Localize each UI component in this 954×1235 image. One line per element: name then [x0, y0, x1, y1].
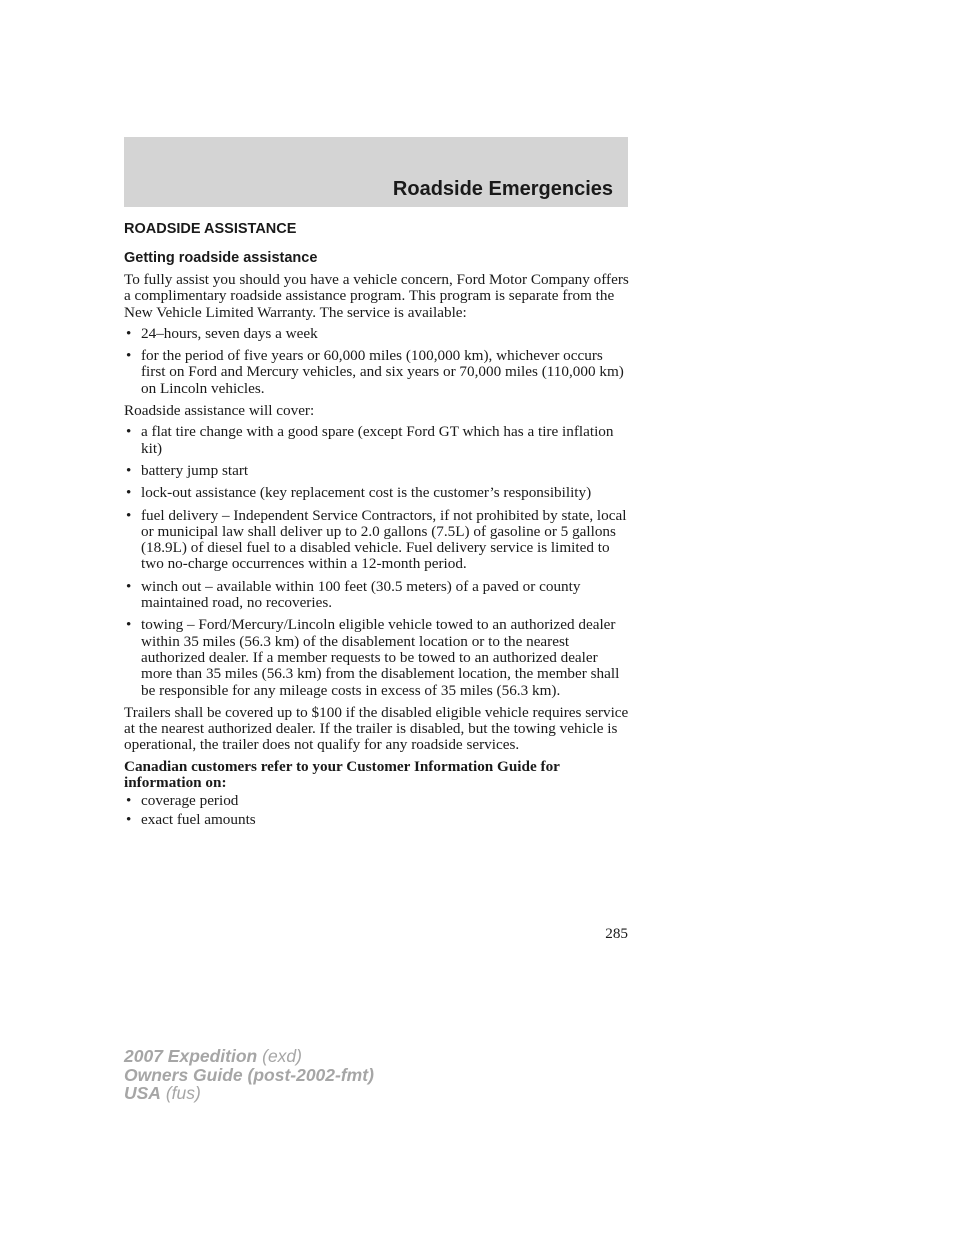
footer-model-code: (exd)	[257, 1046, 302, 1066]
section-heading: ROADSIDE ASSISTANCE	[124, 221, 297, 237]
coverage-list	[124, 424, 629, 698]
footer-guide: Owners Guide (post-2002-fmt)	[124, 1064, 374, 1085]
canadian-list	[124, 793, 629, 828]
subsection-heading: Getting roadside assistance	[124, 250, 318, 266]
footer-line-2	[124, 1066, 374, 1085]
footer-line-3	[124, 1084, 374, 1103]
footer-market-code: (fus)	[160, 1083, 201, 1103]
list-item: • lock-out assistance (key replacement cost is the customer’s responsibility)	[124, 485, 629, 501]
footer-model: 2007 Expedition	[124, 1046, 258, 1066]
list-item: • 24–hours, seven days a week	[124, 326, 629, 342]
intro-paragraph: To fully assist you should you have a vehicle concern, Ford Motor Company offers a complimentary roadside assistance program. This program is separate from the New Vehicle Limited Warranty. The service is available:	[124, 271, 629, 321]
cover-intro: Roadside assistance will cover:	[124, 402, 315, 420]
page-number: 285	[605, 925, 628, 942]
list-item: • for the period of five years or 60,000 miles (100,000 km), whichever occurs first on Ford and Mercury vehicles, and six years or 70,000 miles (110,000 km) on Lincoln vehicles.	[124, 348, 629, 397]
trailers-paragraph: Trailers shall be covered up to $100 if the disabled eligible vehicle requires service at the nearest authorized dealer. If the trailer is disabled, but the towing vehicle is operational, the trailer does not qualify for any roadside services.	[124, 703, 629, 754]
canadian-note: Canadian customers refer to your Customer Information Guide for information on:	[124, 757, 560, 792]
section-title: Roadside Emergencies	[392, 178, 613, 200]
footer-market: USA	[124, 1083, 161, 1103]
list-item: • fuel delivery – Independent Service Contractors, if not prohibited by state, local or municipal law shall deliver up to 2.0 gallons (7.5L) of gasoline or 5 gallons (18.9L) of diesel fuel to a disabled vehicle. Fuel delivery service is limited to two no-charge occurrences within a 12-month period.	[124, 508, 629, 573]
list-item: • exact fuel amounts	[124, 812, 629, 828]
list-item: • coverage period	[124, 793, 629, 809]
section-header-band	[124, 137, 628, 207]
list-item: • winch out – available within 100 feet (30.5 meters) of a paved or county maintained road, no recoveries.	[124, 579, 629, 612]
list-item: • battery jump start	[124, 463, 629, 479]
footer-identifier	[124, 1047, 374, 1103]
availability-list	[124, 326, 629, 397]
page-content	[124, 220, 629, 834]
list-item: • towing – Ford/Mercury/Lincoln eligible vehicle towed to an authorized dealer within 35 miles (56.3 km) of the disablement location or to the nearest authorized dealer. If a member requests to be towed to an authorized dealer more than 35 miles (56.3 km) from the disablement location, the member shall be responsible for any mileage costs in excess of 35 miles (56.3 km).	[124, 617, 629, 698]
footer-line-1	[124, 1047, 374, 1066]
list-item: • a flat tire change with a good spare (except Ford GT which has a tire inflation kit)	[124, 424, 629, 457]
